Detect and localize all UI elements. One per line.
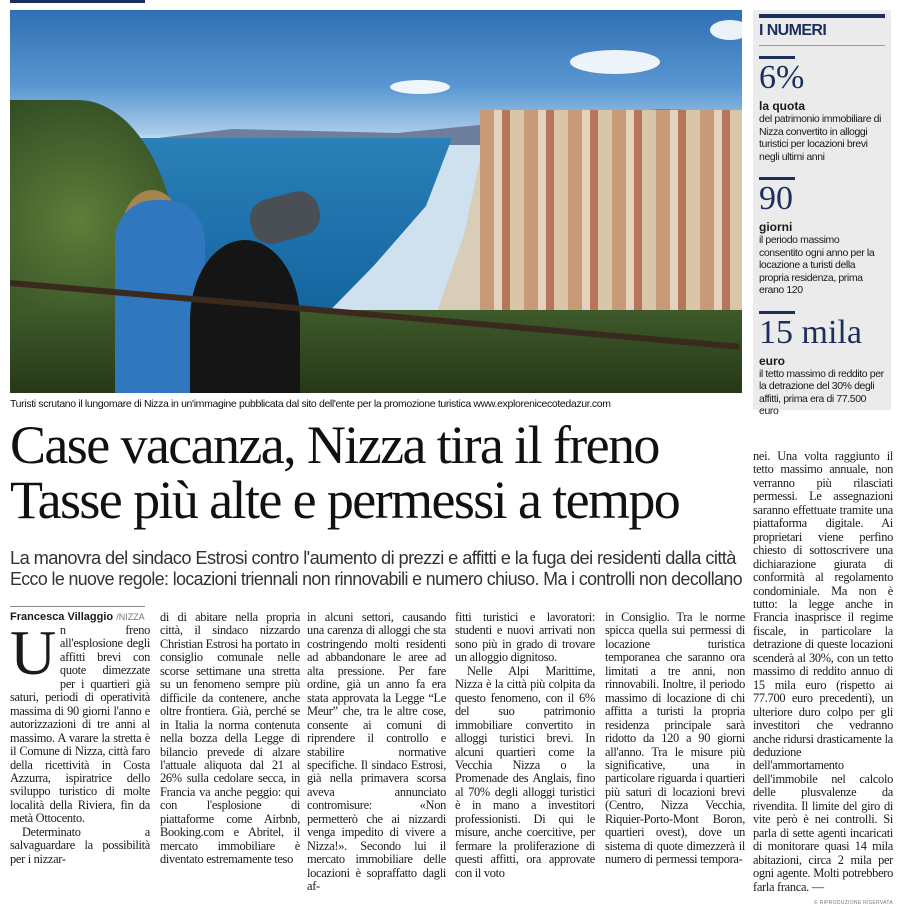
stat-value: 6%: [759, 59, 805, 96]
drop-cap: U: [10, 617, 56, 688]
article-photo: [10, 10, 742, 393]
numbers-sidebar: [753, 10, 891, 417]
sidebar-title: I NUMERI: [759, 22, 827, 39]
stat-item: [759, 311, 885, 418]
stat-value: 90: [759, 180, 793, 217]
author: Francesca Villaggio: [10, 611, 114, 623]
subtitle-line-2: Ecco le nuove regole: locazioni triennali non rinnovabili e numero chiuso. Ma i controlli non decollano: [10, 568, 742, 589]
stat-desc: del patrimonio immobiliare di Nizza convertito in alloggi turistici per locazioni brevi negli ultimi anni: [759, 113, 882, 163]
stat-label: euro: [759, 353, 786, 368]
section-bar: [10, 0, 145, 3]
stat-label: giorni: [759, 220, 793, 234]
subtitle-line-1: La manovra del sindaco Estrosi contro l'aumento di prezzi e affitti e la fuga dei residenti dalla città: [10, 547, 736, 568]
paragraph: nei. Una volta raggiunto il tetto massimo annuale, non verranno più rilasciati permessi. Le assegnazioni saranno effettuate tramite una piattaforma digitale. Ai proprietari viene perfino chiesto di sottoscrivere una dichiarazione giurata di conformità al regolamento condominiale. Ma non è tutto: la legge anche in Francia inasprisce il regime fiscale, in particolare la detrazione di queste locazioni scenderà al 30%, con un tetto massimo di reddito annuo di 15 mila euro (rispetto ai 77.700 euro precedenti), un ulteriore duro colpo per gli investitori che vedranno anche ridursi drasticamente la deduzione dell'ammortamento dell'immobile nel calcolo delle plusvalenze da rivendita. Il limite del giro di vite però è nei controlli. Si parla di sette agenti incaricati di monitorare quasi 14 mila abitazioni, circa 2 mila per ogni agente. Molti potrebbero farla franca. —: [753, 449, 893, 894]
stat-item: [759, 56, 885, 163]
photo-caption-wrap: [10, 398, 742, 410]
body-column-6: [753, 450, 893, 906]
body-column-4: [455, 611, 595, 880]
headline-line-1: Case vacanza, Nizza tira il freno: [10, 415, 659, 475]
paragraph: fitti turistici e lavoratori: studenti e nuovi arrivati non sono più in grado di trovare un alloggio dignitoso.: [455, 610, 595, 665]
stat-item: [759, 177, 885, 297]
paragraph: n freno all'esplosione degli affitti brevi con quote dimezzate per i quartieri già saturi, periodi di operatività massima di 90 giorni l'anno e autorizzazioni di tre anni al massimo. A varare la stretta è il Comune di Nizza, città faro della ricettività in Costa Azzurra, ispiratrice dello sviluppo turistico di molte località della Riviera, fin da metà Ottocento.: [10, 623, 150, 826]
body-column-5: in Consiglio. Tra le norme spicca quella sui permessi di locazione turistica temporanea che saranno ora limitati a tre anni, non rinnovabili. Inoltre, il periodo massimo di locazione di chi affitta a turisti la propria residenza principale sarà ridotto da 120 a 90 giorni all'anno. Tra le misure più significative, una in particolare riguarda i quartieri più saturi di locazioni brevi (Centro, Nizza Vecchia, Riquier-Porto-Mont Boron, quartieri ovest), dove un sistema di quote dimezzerà il numero di permessi tempora-: [605, 610, 745, 867]
stat-desc: il tetto massimo di reddito per la detrazione del 30% degli affitti, prima era di 77.500 euro: [759, 367, 884, 417]
stat-label: la quota: [759, 99, 806, 113]
dateline: /NIZZA: [116, 612, 145, 622]
headline-line-2: Tasse più alte e permessi a tempo: [10, 470, 680, 530]
body-column-2: di di abitare nella propria città, il sindaco nizzardo Christian Estrosi ha portato in consiglio comunale nelle scorse settimane una stretta su un fenomeno sempre più difficile da contenere, anche oltre frontiera. Già, perché se in Italia la norma contenuta nella bozza della Legge di bilancio prevede di alzare l'attuale aliquota dal 21 al 26% sulla cedolare secca, in Francia va anche peggio: qui con l'esplosione di piattaforme come Airbnb, Booking.com e Abritel, il mercato immobiliare è diventato estremamente teso: [160, 610, 300, 867]
stat-desc: il periodo massimo consentito ogni anno per la locazione a turisti della propria residenza, prima erano 120: [759, 234, 875, 296]
paragraph: Determinato a salvaguardare la possibilità per i nizzar-: [10, 824, 150, 866]
stat-value: 15 mila: [759, 313, 862, 351]
headline: [10, 415, 742, 530]
photo-caption: Turisti scrutano il lungomare di Nizza in un'immagine pubblicata dal sito dell'ente per la promozione turistica www.explorenicecotedazur.com: [10, 398, 611, 410]
copyright-notice: © RIPRODUZIONE RISERVATA: [813, 899, 893, 906]
paragraph: Nelle Alpi Marittime, Nizza è la città più colpita da questo fenomeno, con il 6% del suo patrimonio immobiliare convertito in alloggi turistici brevi. In alcuni quartieri come la Vecchia Nizza o la Promenade des Anglais, fino al 70% degli alloggi turistici è in mano a investitori professionisti. Di qui le misure, anche coercitive, per fermare la proliferazione di questi affitti, ora approvate con il voto: [455, 663, 595, 880]
subtitle: [10, 547, 742, 589]
body-column-3: in alcuni settori, causando una carenza di alloggi che sta costringendo molti residenti ad abbandonare le aree ad alta pressione. Per fare ordine, già un anno fa era stata approvata la Legge “Le Meur” che, tra le altre cose, consente ai comuni di riprendere il controllo e stabilire normative specifiche. Il sindaco Estrosi, già nella primavera scorsa aveva annunciato contromisure: «Non permetterò che ai nizzardi venga impedito di vivere a Nizza!». Secondo lui il mercato immobiliare delle locazioni è sopraffatto dagli af-: [307, 610, 446, 894]
